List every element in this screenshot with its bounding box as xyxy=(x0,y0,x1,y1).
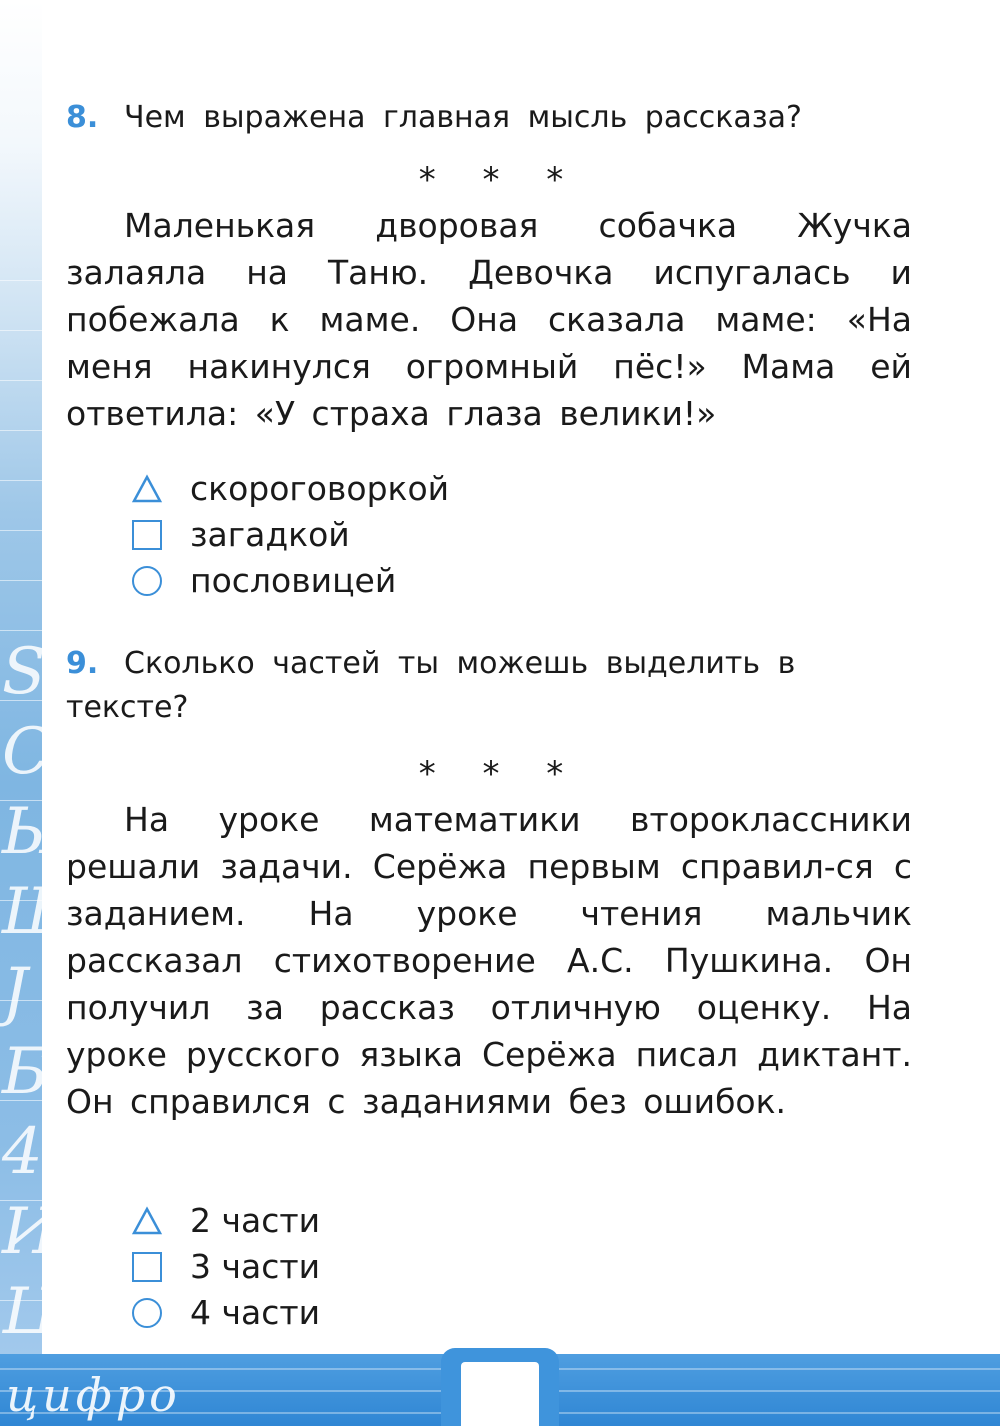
question-9 xyxy=(66,642,906,730)
question-8-options xyxy=(132,466,449,604)
option-circle[interactable] xyxy=(132,558,449,604)
decor-letter-glyph: цифро xyxy=(6,1368,181,1422)
strip-line xyxy=(0,480,42,481)
story-9-paragraph: На уроке математики второклассники решали задачи. Серёжа первым справил-ся с заданием. На уроке чтения мальчик рассказал стихотворение А.С. Пушкина. Он получил за рассказ отличную оценку. На уроке русского языка Серёжа писал диктант. Он справился с заданиями без ошибок. xyxy=(66,800,912,1121)
story-9-text xyxy=(66,796,912,1125)
option-label: 3 части xyxy=(190,1247,321,1286)
strip-line xyxy=(0,330,42,331)
story-8-separator: * * * xyxy=(418,160,582,200)
question-8 xyxy=(66,94,916,142)
question-8-number: 8. xyxy=(66,100,99,135)
decor-letter-glyph: 4 xyxy=(2,1115,43,1189)
option-square[interactable] xyxy=(132,512,449,558)
decor-letter-glyph: J xyxy=(2,955,28,1029)
strip-line xyxy=(0,580,42,581)
circle-icon[interactable] xyxy=(132,566,162,596)
story-9-separator: * * * xyxy=(418,754,582,794)
option-triangle[interactable] xyxy=(132,1198,320,1244)
left-decorative-strip xyxy=(0,0,76,1426)
triangle-icon[interactable] xyxy=(132,1207,162,1235)
option-label: пословицей xyxy=(190,561,397,600)
question-8-text: Чем выражена главная мысль рассказа? xyxy=(124,100,802,135)
strip-line xyxy=(0,380,42,381)
strip-line xyxy=(0,630,42,631)
circle-icon[interactable] xyxy=(132,1298,162,1328)
story-8-paragraph: Маленькая дворовая собачка Жучка залаяла на Таню. Девочка испугалась и побежала к маме. Она сказала маме: «На меня накинулся огромный пёс!» Мама ей ответила: «У страха глаза велики!» xyxy=(66,206,912,433)
decor-letter-glyph: Ы xyxy=(2,795,65,869)
option-label: 2 части xyxy=(190,1201,321,1240)
decor-letter-glyph: S xyxy=(2,635,46,709)
strip-line xyxy=(0,530,42,531)
decor-letter-glyph: Ц xyxy=(2,1275,58,1349)
option-label: 4 части xyxy=(190,1293,321,1332)
square-icon[interactable] xyxy=(132,520,162,550)
square-icon[interactable] xyxy=(132,1252,162,1282)
decor-letter-glyph: C xyxy=(2,715,51,789)
option-circle[interactable] xyxy=(132,1290,320,1336)
decor-letter-glyph: Ш xyxy=(2,875,76,949)
page-number-tab xyxy=(441,1348,559,1426)
strip-line xyxy=(0,280,42,281)
triangle-icon[interactable] xyxy=(132,475,162,503)
decor-letter-glyph: И xyxy=(2,1195,58,1269)
option-label: скороговоркой xyxy=(190,469,450,508)
option-square[interactable] xyxy=(132,1244,320,1290)
decor-letter-glyph: Б xyxy=(2,1035,50,1109)
option-triangle[interactable] xyxy=(132,466,449,512)
question-9-options xyxy=(132,1198,320,1336)
strip-line xyxy=(0,430,42,431)
question-9-number: 9. xyxy=(66,646,99,681)
question-9-text: Сколько частей ты можешь выделить в тексте? xyxy=(66,646,796,725)
story-8-text xyxy=(66,202,912,437)
page-number-box xyxy=(461,1362,539,1426)
option-label: загадкой xyxy=(190,515,350,554)
